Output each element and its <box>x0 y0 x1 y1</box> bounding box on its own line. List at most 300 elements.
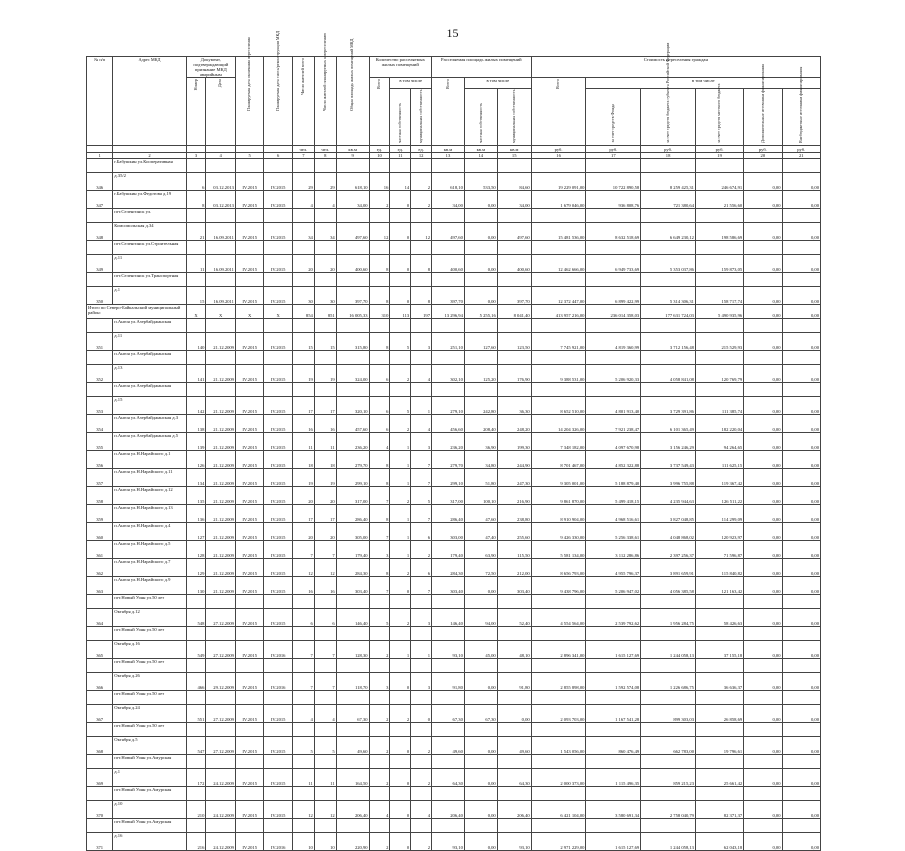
cell-s-total: 317,00 <box>432 487 465 505</box>
cell-doc-num: 11 <box>186 255 206 273</box>
cell-over <box>782 351 821 365</box>
cell-fund <box>586 819 641 833</box>
cell-fund: 8 632 518,69 <box>586 223 641 241</box>
cell-doc-num: 140 <box>186 333 206 351</box>
cell-priv <box>390 159 411 173</box>
cell-plan-reloc: IV.2015 <box>235 191 263 209</box>
cell-area: 299,10 <box>336 469 369 487</box>
cell-local: 198 586,69 <box>695 223 743 241</box>
col-local-header: за счет средств местного бюджета <box>695 89 743 146</box>
cell-s-priv: 45,00 <box>464 641 497 659</box>
cell-res-pl: 19 <box>314 469 336 487</box>
cell-extra <box>744 627 782 641</box>
cell-s-mun <box>497 595 531 609</box>
table-row <box>87 487 821 505</box>
cell-extra: 0,00 <box>744 559 782 577</box>
cell-plan-reloc: IV.2015 <box>235 451 263 469</box>
cell-no <box>87 383 113 397</box>
cell-doc-num: 548 <box>186 609 206 627</box>
cell-rooms <box>369 383 390 397</box>
cell-cost: 2 896 341,00 <box>531 641 586 659</box>
cell-priv: 113 <box>390 305 411 319</box>
cell-region: 1 226 686,75 <box>641 673 696 691</box>
relocation-table <box>86 30 821 851</box>
cell-s-total: 64,30 <box>432 769 465 787</box>
cell-res-pl <box>314 159 336 173</box>
unit-cell: чел. <box>292 146 314 153</box>
col-index-cell: 3 <box>186 153 206 159</box>
cell-local <box>695 819 743 833</box>
cell-s-priv <box>464 351 497 365</box>
cell-rooms: 8 <box>369 287 390 305</box>
unit-cell: чел. <box>314 146 336 153</box>
table-row <box>87 191 821 209</box>
cell-plan-reloc: IV.2015 <box>235 173 263 191</box>
cell-fund: 1 592 574,08 <box>586 673 641 691</box>
cell-res-pl: 10 <box>314 833 336 851</box>
cell-priv <box>390 755 411 769</box>
cell-rooms: 6 <box>369 415 390 433</box>
cell-region <box>641 595 696 609</box>
cell-mun: 3 <box>411 333 432 351</box>
cell-local <box>695 787 743 801</box>
cell-extra: 0,00 <box>744 705 782 723</box>
cell-priv: 2 <box>390 487 411 505</box>
cell-fund <box>586 691 641 705</box>
cell-extra <box>744 319 782 333</box>
cell-res-pl <box>314 659 336 673</box>
cell-over: 0,00 <box>782 433 821 451</box>
cell-over: 0,00 <box>782 173 821 191</box>
cell-rooms <box>369 819 390 833</box>
cell-doc-num: 127 <box>186 523 206 541</box>
cell-doc-date <box>206 691 236 705</box>
cell-extra: 0,00 <box>744 801 782 819</box>
cell-s-total <box>432 209 465 223</box>
cell-local: 115 840,82 <box>695 559 743 577</box>
cell-plan-reloc <box>235 627 263 641</box>
cell-plan-demo <box>264 209 292 223</box>
cell-rooms: 8 <box>369 255 390 273</box>
cell-s-mun <box>497 691 531 705</box>
cell-res <box>292 691 314 705</box>
cell-mun <box>411 383 432 397</box>
cell-res <box>292 627 314 641</box>
cell-res <box>292 351 314 365</box>
cell-priv: 0 <box>390 255 411 273</box>
cell-s-total: 34,00 <box>432 191 465 209</box>
cell-mun: 2 <box>411 833 432 851</box>
cell-priv <box>390 819 411 833</box>
cell-plan-reloc: IV.2015 <box>235 609 263 627</box>
cell-doc-num <box>186 159 206 173</box>
table-row <box>87 691 821 705</box>
cell-priv: 1 <box>390 523 411 541</box>
unit-cell: ед. <box>390 146 411 153</box>
cell-local <box>695 595 743 609</box>
cell-cost <box>531 241 586 255</box>
cell-s-total <box>432 595 465 609</box>
cell-s-priv: 100,10 <box>464 487 497 505</box>
cell-plan-demo: IV.2015 <box>264 415 292 433</box>
cell-priv: 1 <box>390 641 411 659</box>
cell-s-mun <box>497 819 531 833</box>
cell-res-pl <box>314 755 336 769</box>
cell-res-pl: 17 <box>314 505 336 523</box>
cell-doc-num: 130 <box>186 577 206 595</box>
table-row <box>87 819 821 833</box>
cell-mun: 6 <box>411 559 432 577</box>
cell-area: 457,60 <box>336 415 369 433</box>
cell-s-priv: 0,00 <box>464 223 497 241</box>
cell-s-mun <box>497 723 531 737</box>
cell-addr: Комсомольская д.34 <box>113 223 186 241</box>
col-region-header: за счет средств бюджета субъекта Российской Федерации <box>641 89 696 146</box>
cell-s-total: 13 296,94 <box>432 305 465 319</box>
cell-s-mun: 176,90 <box>497 365 531 383</box>
cell-rooms <box>369 659 390 673</box>
cell-res-pl: 7 <box>314 541 336 559</box>
cell-over <box>782 595 821 609</box>
table-row <box>87 723 821 737</box>
unit-cell <box>186 146 206 153</box>
cell-rooms: 2 <box>369 641 390 659</box>
cell-area <box>336 819 369 833</box>
cell-plan-reloc <box>235 787 263 801</box>
cell-rooms: 5 <box>369 609 390 627</box>
cell-no: 356 <box>87 451 113 469</box>
cell-no: 348 <box>87 223 113 241</box>
cell-local: 182 220,04 <box>695 415 743 433</box>
col-index-cell: 7 <box>292 153 314 159</box>
cell-s-mun: 0,00 <box>497 705 531 723</box>
table-row <box>87 755 821 769</box>
cell-s-total: 618,10 <box>432 173 465 191</box>
cell-fund: 4 801 913,40 <box>586 397 641 415</box>
cell-area: 303,40 <box>336 577 369 595</box>
cell-rooms <box>369 273 390 287</box>
cell-extra: 0,00 <box>744 255 782 273</box>
cell-addr: п.Ангоя ул.Н.Нарайского д.13 <box>113 505 186 523</box>
cell-rooms: 6 <box>369 365 390 383</box>
cell-s-mun: 497,60 <box>497 223 531 241</box>
cell-area: 34,00 <box>336 191 369 209</box>
table-row <box>87 577 821 595</box>
cell-addr: пгт.Новый Уоян ул.50 лет <box>113 691 186 705</box>
cell-res: 34 <box>292 223 314 241</box>
area-incl-header: в том числе <box>464 78 531 89</box>
cell-addr: п.Ангоя ул.Н.Нарайского д.11 <box>113 469 186 487</box>
cell-doc-date <box>206 159 236 173</box>
cell-res: 11 <box>292 433 314 451</box>
cell-plan-demo: IV.2015 <box>264 505 292 523</box>
cell-area: 118,70 <box>336 673 369 691</box>
cell-plan-reloc: IV.2015 <box>235 433 263 451</box>
cell-fund: 6 949 733,69 <box>586 255 641 273</box>
cell-area: 206,40 <box>336 801 369 819</box>
cell-cost: 6 421 104,00 <box>531 801 586 819</box>
table-row <box>87 287 821 305</box>
cell-addr: пгт.Новый Уоян ул.Амурская <box>113 787 186 801</box>
cell-area: 67,30 <box>336 705 369 723</box>
cell-local <box>695 627 743 641</box>
cell-extra <box>744 351 782 365</box>
cell-doc-date: 21.12.2009 <box>206 541 236 559</box>
cell-res-pl <box>314 319 336 333</box>
cell-s-total: 91,80 <box>432 673 465 691</box>
cell-mun: 3 <box>411 433 432 451</box>
cell-res-pl: 18 <box>314 451 336 469</box>
units-row <box>87 146 821 153</box>
table-row <box>87 523 821 541</box>
cell-local <box>695 241 743 255</box>
cell-extra: 0,00 <box>744 433 782 451</box>
cell-region: 3 729 391,86 <box>641 397 696 415</box>
cell-fund: 936 808,76 <box>586 191 641 209</box>
cell-extra <box>744 595 782 609</box>
table-row <box>87 451 821 469</box>
table-row <box>87 559 821 577</box>
cell-local: 114 299,09 <box>695 505 743 523</box>
cell-local: 62 043,18 <box>695 833 743 851</box>
cell-local <box>695 209 743 223</box>
cell-rooms: 12 <box>369 223 390 241</box>
cell-extra: 0,00 <box>744 577 782 595</box>
cell-extra <box>744 755 782 769</box>
col-index-cell: 15 <box>497 153 531 159</box>
cell-cost: 1 543 056,00 <box>531 737 586 755</box>
cell-s-priv <box>464 787 497 801</box>
cell-mun: 1 <box>411 641 432 659</box>
cell-addr: пгт.Новый Уоян ул.Амурская <box>113 755 186 769</box>
cell-s-mun: 91,80 <box>497 673 531 691</box>
cell-priv: 0 <box>390 287 411 305</box>
cell-plan-reloc <box>235 819 263 833</box>
cell-doc-date <box>206 723 236 737</box>
cell-res: 6 <box>292 609 314 627</box>
cell-res-pl: 12 <box>314 559 336 577</box>
unit-cell: кв.м <box>497 146 531 153</box>
cell-plan-reloc <box>235 595 263 609</box>
cell-cost: 9 861 870,00 <box>531 487 586 505</box>
table-row <box>87 241 821 255</box>
cell-s-total: 286,40 <box>432 505 465 523</box>
cell-s-total <box>432 159 465 173</box>
cell-res: 7 <box>292 541 314 559</box>
cell-s-total <box>432 241 465 255</box>
cell-no: 352 <box>87 365 113 383</box>
cell-doc-num: 216 <box>186 833 206 851</box>
cell-plan-reloc: IV.2015 <box>235 505 263 523</box>
cell-s-mun <box>497 273 531 287</box>
cell-local <box>695 755 743 769</box>
col-fund-header: за счет средств Фонда <box>586 89 641 146</box>
cell-mun: 6 <box>411 523 432 541</box>
cell-res-pl: 16 <box>314 577 336 595</box>
cell-res: 19 <box>292 365 314 383</box>
cell-s-priv <box>464 627 497 641</box>
cell-s-mun: 244,90 <box>497 451 531 469</box>
cell-s-total: 49,60 <box>432 737 465 755</box>
cell-fund: 1 115 496,35 <box>586 769 641 787</box>
cell-priv: 14 <box>390 173 411 191</box>
cell-plan-reloc: IV.2015 <box>235 673 263 691</box>
relocation-registry <box>86 30 821 851</box>
cell-no: 370 <box>87 801 113 819</box>
cell-extra: 0,00 <box>744 505 782 523</box>
cell-res-pl <box>314 787 336 801</box>
col-address-header: Адрес МКД <box>113 57 186 146</box>
cell-fund: 2 539 792,62 <box>586 609 641 627</box>
cell-fund <box>586 351 641 365</box>
cell-plan-reloc: IV.2015 <box>235 737 263 755</box>
cell-s-priv: 0,00 <box>464 769 497 787</box>
cell-res-pl: 7 <box>314 641 336 659</box>
cell-doc-date <box>206 319 236 333</box>
cell-res-pl: 4 <box>314 705 336 723</box>
cell-plan-demo: IV.2015 <box>264 433 292 451</box>
table-row <box>87 209 821 223</box>
cell-s-priv: 47,40 <box>464 523 497 541</box>
cell-doc-date: 16.09.2011 <box>206 223 236 241</box>
col-rooms-municipal-header: муниципальная собственность <box>411 89 432 146</box>
cell-addr: п.Ангоя ул.Н.Нарайского д.7 <box>113 559 186 577</box>
cell-extra <box>744 659 782 673</box>
cell-plan-demo: IV.2015 <box>264 397 292 415</box>
cell-region: 1 244 058,13 <box>641 833 696 851</box>
cell-extra: 0,00 <box>744 469 782 487</box>
cell-over: 0,00 <box>782 487 821 505</box>
cell-s-total <box>432 787 465 801</box>
cell-res: 4 <box>292 705 314 723</box>
cell-s-priv: 34,80 <box>464 451 497 469</box>
cell-over: 0,00 <box>782 541 821 559</box>
cell-addr: д.15 <box>113 397 186 415</box>
cell-s-priv <box>464 383 497 397</box>
cell-s-total: 206,40 <box>432 801 465 819</box>
cell-doc-date: 03.12.2013 <box>206 173 236 191</box>
cell-cost <box>531 819 586 833</box>
cell-fund: 5 188 879,40 <box>586 469 641 487</box>
cell-region <box>641 627 696 641</box>
table-row <box>87 173 821 191</box>
unit-cell: кв.м <box>464 146 497 153</box>
unit-cell: руб. <box>531 146 586 153</box>
cell-cost: 2 971 229,00 <box>531 833 586 851</box>
cell-cost: 8 652 510,00 <box>531 397 586 415</box>
cell-priv: 1 <box>390 541 411 559</box>
cell-local: 58 426,63 <box>695 609 743 627</box>
table-row <box>87 627 821 641</box>
cell-cost <box>531 273 586 287</box>
cell-res <box>292 787 314 801</box>
cell-no: 347 <box>87 191 113 209</box>
cell-plan-demo: IV.2015 <box>264 559 292 577</box>
cell-region: 721 380,64 <box>641 191 696 209</box>
cell-res <box>292 755 314 769</box>
cell-over: 0,00 <box>782 737 821 755</box>
cell-area: 618,10 <box>336 173 369 191</box>
unit-cell <box>235 146 263 153</box>
cell-doc-num: 8 <box>186 191 206 209</box>
cell-local: 111 625,15 <box>695 451 743 469</box>
cell-no <box>87 787 113 801</box>
cell-res: 17 <box>292 397 314 415</box>
cell-rooms: 2 <box>369 833 390 851</box>
cell-s-mun: 93,10 <box>497 833 531 851</box>
cell-addr: д.16 <box>113 833 186 851</box>
cell-mun: 3 <box>411 609 432 627</box>
cell-res: 11 <box>292 769 314 787</box>
cell-over <box>782 319 821 333</box>
cell-s-priv: 36,90 <box>464 433 497 451</box>
cell-extra: 0,00 <box>744 451 782 469</box>
cell-no <box>87 159 113 173</box>
cell-priv <box>390 351 411 365</box>
cell-priv <box>390 659 411 673</box>
cell-s-total: 497,60 <box>432 223 465 241</box>
group-cost-header: Стоимость переселения граждан <box>531 57 820 78</box>
cell-addr: пгт.Новый Уоян ул.50 лет <box>113 723 186 737</box>
cell-res-pl <box>314 383 336 397</box>
cell-addr: д.10 <box>113 801 186 819</box>
col-rooms-private-header: частная собственность <box>390 89 411 146</box>
cell-cost <box>531 319 586 333</box>
cell-s-priv: 0,00 <box>464 191 497 209</box>
cell-res: 12 <box>292 801 314 819</box>
cell-extra: 0,00 <box>744 641 782 659</box>
cell-over <box>782 273 821 287</box>
cell-s-mun: 84,60 <box>497 173 531 191</box>
cell-doc-date <box>206 595 236 609</box>
col-index-cell: 6 <box>264 153 292 159</box>
cell-res: 4 <box>292 191 314 209</box>
cell-mun: 1 <box>411 397 432 415</box>
cell-no <box>87 241 113 255</box>
cell-s-total <box>432 383 465 397</box>
cell-extra: 0,00 <box>744 415 782 433</box>
cell-res <box>292 383 314 397</box>
cell-plan-reloc: IV.2015 <box>235 397 263 415</box>
cell-rooms: 8 <box>369 505 390 523</box>
cell-res-pl: 34 <box>314 223 336 241</box>
cell-extra: 0,00 <box>744 397 782 415</box>
cell-area: 497,60 <box>336 223 369 241</box>
cell-s-total <box>432 273 465 287</box>
cell-s-total: 179,40 <box>432 541 465 559</box>
cell-over: 0,00 <box>782 333 821 351</box>
cell-s-mun <box>497 209 531 223</box>
cell-fund: 860 476,49 <box>586 737 641 755</box>
cell-s-total: 67,30 <box>432 705 465 723</box>
cell-res: 20 <box>292 523 314 541</box>
cell-fund <box>586 209 641 223</box>
cell-area <box>336 787 369 801</box>
cell-plan-reloc <box>235 159 263 173</box>
cell-mun: 2 <box>411 737 432 755</box>
cell-area <box>336 595 369 609</box>
cell-s-total: 93,10 <box>432 833 465 851</box>
cell-over <box>782 241 821 255</box>
col-index-cell: 11 <box>390 153 411 159</box>
cell-doc-num: 134 <box>186 469 206 487</box>
cell-no <box>87 351 113 365</box>
cell-cost <box>531 383 586 397</box>
cell-s-priv <box>464 819 497 833</box>
cell-cost: 14 204 326,00 <box>531 415 586 433</box>
cell-mun: 197 <box>411 305 432 319</box>
cell-priv: 1 <box>390 469 411 487</box>
